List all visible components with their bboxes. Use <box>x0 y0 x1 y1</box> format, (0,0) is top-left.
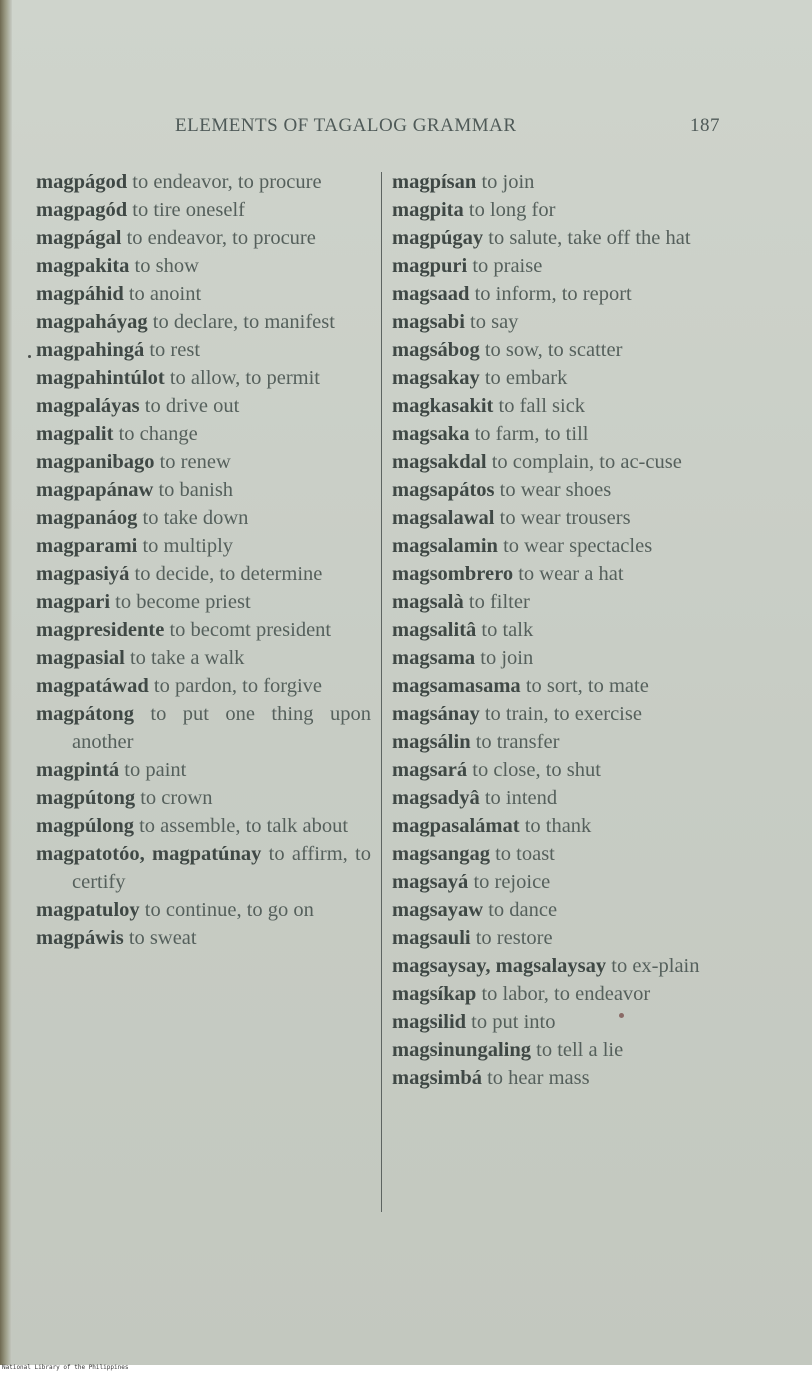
entry-headword: magpútong <box>36 787 136 809</box>
dictionary-entry <box>392 560 737 588</box>
dictionary-entry <box>392 1008 737 1036</box>
dictionary-entry <box>392 448 737 476</box>
dictionary-entry <box>392 868 737 896</box>
entry-headword: magsalamin <box>392 535 498 557</box>
entry-definition: to toast <box>489 843 555 865</box>
entry-headword: magsakdal <box>392 451 487 473</box>
entry-headword: magsimbá <box>392 1067 482 1089</box>
entry-definition: to paint <box>119 759 187 781</box>
dictionary-entry <box>36 504 371 532</box>
entry-definition: to banish <box>153 479 234 501</box>
entry-definition: to tell a lie <box>531 1039 624 1061</box>
entry-definition: to declare, to manifest <box>147 311 335 333</box>
entry-headword: magpáhid <box>36 283 124 305</box>
dictionary-entry <box>392 756 737 784</box>
entry-definition: to thank <box>519 815 592 837</box>
entry-definition: to take down <box>137 507 249 529</box>
dictionary-entry <box>392 196 737 224</box>
entry-headword: magsalitâ <box>392 619 477 641</box>
dictionary-entry <box>36 364 371 392</box>
entry-definition: to labor, to endeavor <box>476 983 651 1005</box>
entry-headword: magsadyâ <box>392 787 480 809</box>
dictionary-entry <box>36 924 371 952</box>
dictionary-entry <box>36 784 371 812</box>
entry-headword: magpintá <box>36 759 120 781</box>
entry-headword: magpúgay <box>392 227 484 249</box>
entry-definition: to close, to shut <box>467 759 601 781</box>
running-header <box>0 115 812 145</box>
book-spine-shadow <box>0 0 12 1365</box>
entry-definition: to endeavor, to procure <box>121 227 316 249</box>
dictionary-entry <box>36 896 371 924</box>
entry-definition: to put one thing upon another <box>72 703 371 753</box>
entry-definition: to sweat <box>123 927 197 949</box>
entry-headword: magsayaw <box>392 899 484 921</box>
entry-headword: magsíkap <box>392 983 477 1005</box>
entry-definition: to fall sick <box>493 395 586 417</box>
dictionary-entry <box>36 644 371 672</box>
dictionary-entry <box>392 1036 737 1064</box>
entry-definition: to tire oneself <box>127 199 245 221</box>
dictionary-entry <box>36 252 371 280</box>
dictionary-entry <box>36 420 371 448</box>
entry-definition: to anoint <box>123 283 202 305</box>
entry-definition: to drive out <box>139 395 240 417</box>
entry-definition: to wear trousers <box>494 507 631 529</box>
entry-definition: to pardon, to forgive <box>148 675 323 697</box>
entry-headword: magsayá <box>392 871 469 893</box>
entry-definition: to talk <box>476 619 534 641</box>
dictionary-entry <box>36 616 371 644</box>
dictionary-entry <box>392 280 737 308</box>
entry-definition: to affirm, to certify <box>72 843 371 893</box>
entry-headword: magpasalámat <box>392 815 520 837</box>
entry-definition: to join <box>475 647 534 669</box>
dictionary-entry <box>392 980 737 1008</box>
entry-definition: to show <box>129 255 199 277</box>
entry-definition: to embark <box>479 367 568 389</box>
dictionary-entry <box>392 784 737 812</box>
entry-headword: magpatotóo, magpatúnay <box>36 843 262 865</box>
entry-definition: to sow, to scatter <box>479 339 623 361</box>
dictionary-entry <box>392 336 737 364</box>
entry-headword: magsangag <box>392 843 490 865</box>
entry-headword: magpari <box>36 591 111 613</box>
dictionary-entry <box>36 560 371 588</box>
entry-definition: to allow, to permit <box>164 367 320 389</box>
dictionary-entry <box>36 336 371 364</box>
dictionary-entry <box>36 672 371 700</box>
dictionary-entry <box>392 1064 737 1092</box>
entry-headword: magsaysay, magsalaysay <box>392 955 607 977</box>
entry-headword: magpahingá <box>36 339 145 361</box>
dictionary-entry <box>392 168 737 196</box>
entry-headword: magsinungaling <box>392 1039 531 1061</box>
dictionary-entry <box>392 616 737 644</box>
entry-headword: magsaka <box>392 423 470 445</box>
entry-definition: to hear mass <box>481 1067 590 1089</box>
entry-definition: to complain, to ac-cuse <box>486 451 682 473</box>
dictionary-entry <box>36 168 371 196</box>
entry-headword: magpasial <box>36 647 125 669</box>
entry-headword: magsauli <box>392 927 471 949</box>
dictionary-entry <box>392 588 737 616</box>
dictionary-entry <box>392 896 737 924</box>
entry-headword: magpatáwad <box>36 675 149 697</box>
entry-headword: magpresidente <box>36 619 165 641</box>
entry-definition: to salute, take off the hat <box>483 227 691 249</box>
entry-definition: to wear shoes <box>494 479 612 501</box>
dictionary-entry <box>36 588 371 616</box>
entry-headword: magpakita <box>36 255 130 277</box>
entry-headword: magsálin <box>392 731 471 753</box>
entry-definition: to wear a hat <box>513 563 624 585</box>
entry-headword: magpuri <box>392 255 468 277</box>
entry-headword: magsará <box>392 759 468 781</box>
entry-definition: to filter <box>463 591 530 613</box>
entry-definition: to assemble, to talk about <box>133 815 349 837</box>
column-divider <box>381 172 382 1212</box>
dictionary-entry <box>392 924 737 952</box>
entry-definition: to crown <box>135 787 213 809</box>
entry-headword: magkasakit <box>392 395 494 417</box>
entry-definition: to dance <box>483 899 558 921</box>
left-column <box>36 168 371 952</box>
entry-headword: magpapánaw <box>36 479 154 501</box>
entry-definition: to multiply <box>137 535 234 557</box>
entry-headword: magsalawal <box>392 507 495 529</box>
entry-definition: to put into <box>466 1011 556 1033</box>
dictionary-entry <box>36 308 371 336</box>
entry-headword: magpagód <box>36 199 128 221</box>
entry-headword: magpúlong <box>36 815 134 837</box>
entry-headword: magsamasama <box>392 675 521 697</box>
dictionary-entry <box>36 700 371 756</box>
entry-definition: to train, to exercise <box>479 703 642 725</box>
entry-definition: to intend <box>479 787 558 809</box>
entry-definition: to becomt president <box>164 619 332 641</box>
dictionary-entry <box>392 840 737 868</box>
entry-definition: to farm, to till <box>469 423 589 445</box>
entry-definition: to say <box>464 311 519 333</box>
entry-headword: magsilid <box>392 1011 467 1033</box>
dictionary-entry <box>392 420 737 448</box>
entry-headword: magpahintúlot <box>36 367 165 389</box>
page-number: 187 <box>690 115 720 136</box>
dictionary-entry <box>36 812 371 840</box>
entry-definition: to continue, to go on <box>139 899 314 921</box>
entry-definition: to transfer <box>470 731 560 753</box>
entry-headword: magpita <box>392 199 464 221</box>
dictionary-entry <box>392 532 737 560</box>
dictionary-entry <box>392 504 737 532</box>
entry-headword: magsapátos <box>392 479 495 501</box>
entry-definition: to change <box>113 423 198 445</box>
dictionary-entry <box>392 644 737 672</box>
dictionary-entry <box>36 532 371 560</box>
entry-definition: to sort, to mate <box>520 675 649 697</box>
entry-definition: to inform, to report <box>469 283 632 305</box>
dictionary-entry <box>392 672 737 700</box>
dictionary-entry <box>392 812 737 840</box>
entry-headword: magpágal <box>36 227 122 249</box>
running-title: ELEMENTS OF TAGALOG GRAMMAR <box>175 115 517 136</box>
dictionary-entry <box>36 840 371 896</box>
ink-spot <box>619 1013 624 1018</box>
dictionary-entry <box>392 728 737 756</box>
entry-definition: to join <box>476 171 535 193</box>
entry-definition: to wear spectacles <box>497 535 653 557</box>
dictionary-entry <box>36 448 371 476</box>
entry-headword: magpágod <box>36 171 128 193</box>
entry-definition: to decide, to determine <box>129 563 323 585</box>
entry-headword: magparami <box>36 535 138 557</box>
entry-definition: to become priest <box>110 591 251 613</box>
entry-definition: to renew <box>154 451 231 473</box>
dictionary-entry <box>36 280 371 308</box>
dictionary-entry <box>36 224 371 252</box>
entry-headword: magsábog <box>392 339 480 361</box>
library-credit: National Library of the Philippines <box>2 1364 129 1371</box>
dictionary-entry <box>392 476 737 504</box>
entry-headword: magsombrero <box>392 563 514 585</box>
entry-definition: to rest <box>144 339 201 361</box>
entry-definition: to take a walk <box>124 647 245 669</box>
entry-definition: to ex-plain <box>606 955 700 977</box>
entry-definition: to restore <box>470 927 553 949</box>
right-column <box>392 168 737 1092</box>
entry-headword: magpaláyas <box>36 395 140 417</box>
dictionary-entry <box>392 952 737 980</box>
dictionary-entry <box>36 756 371 784</box>
entry-headword: magsakay <box>392 367 480 389</box>
entry-headword: magpaháyag <box>36 311 148 333</box>
entry-headword: magpáwis <box>36 927 124 949</box>
entry-headword: magpátong <box>36 703 134 725</box>
footer-bar <box>0 1365 812 1373</box>
entry-headword: magsaad <box>392 283 470 305</box>
entry-headword: magpísan <box>392 171 477 193</box>
entry-definition: to endeavor, to procure <box>127 171 322 193</box>
dictionary-entry <box>36 392 371 420</box>
entry-headword: magsánay <box>392 703 480 725</box>
entry-headword: magpasiyá <box>36 563 130 585</box>
dictionary-entry <box>392 308 737 336</box>
entry-definition: to praise <box>467 255 543 277</box>
margin-mark <box>28 355 31 358</box>
dictionary-entry <box>392 700 737 728</box>
entry-headword: magpatuloy <box>36 899 140 921</box>
dictionary-entry <box>36 196 371 224</box>
dictionary-entry <box>392 392 737 420</box>
entry-headword: magpalit <box>36 423 114 445</box>
dictionary-entry <box>392 364 737 392</box>
dictionary-entry <box>392 224 737 252</box>
entry-headword: magpanáog <box>36 507 138 529</box>
dictionary-entry <box>36 476 371 504</box>
entry-headword: magsabi <box>392 311 465 333</box>
entry-headword: magsama <box>392 647 476 669</box>
entry-definition: to rejoice <box>468 871 551 893</box>
dictionary-entry <box>392 252 737 280</box>
entry-headword: magsalà <box>392 591 464 613</box>
entry-headword: magpanibago <box>36 451 155 473</box>
entry-definition: to long for <box>463 199 556 221</box>
